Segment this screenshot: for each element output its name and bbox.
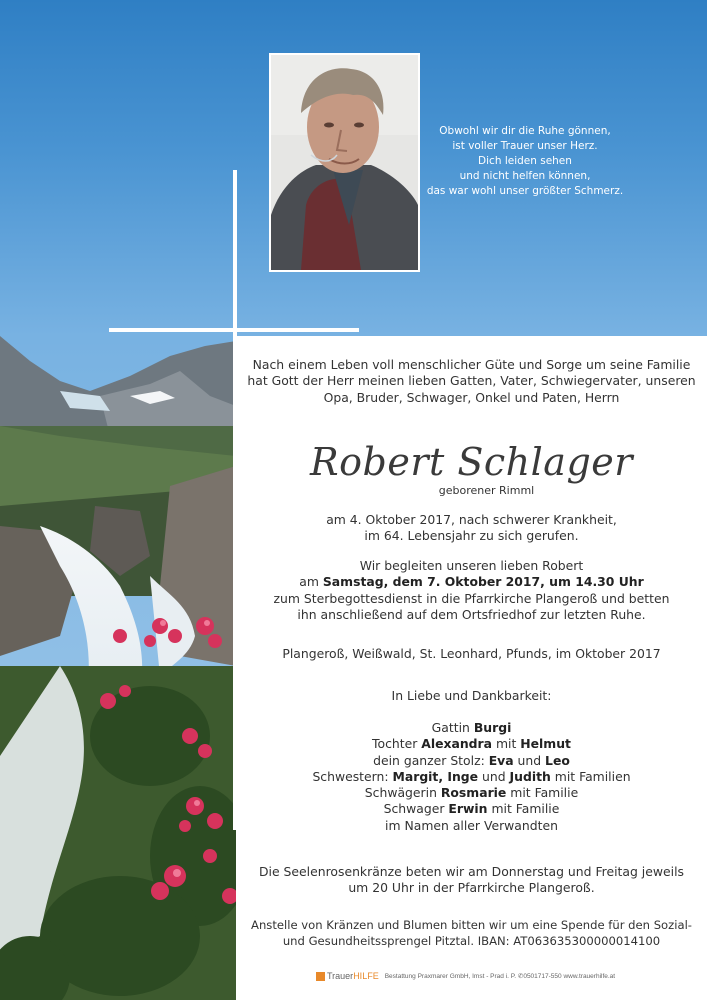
death-line: im 64. Lebensjahr zu sich gerufen. bbox=[364, 528, 579, 544]
funeral-date: Samstag, dem 7. Oktober 2017, um 14.30 Uhr bbox=[322, 574, 644, 590]
mourner-relation: Schwägerin bbox=[364, 785, 441, 801]
mourner-suffix: mit Familie bbox=[506, 785, 579, 801]
mourner-line bbox=[236, 801, 707, 817]
mourner-suffix: mit Familien bbox=[550, 768, 631, 784]
mourner-relation: Gattin bbox=[431, 720, 474, 735]
funeral-line: ihn anschließend auf dem Ortsfriedhof zur letzten Ruhe. bbox=[297, 606, 646, 622]
death-line: am 4. Oktober 2017, nach schwerer Krankheit, bbox=[326, 512, 617, 527]
mourner-name: Judith bbox=[509, 768, 551, 784]
mourner-name: Erwin bbox=[448, 801, 488, 817]
mourner-relation: dein ganzer Stolz: bbox=[373, 752, 489, 768]
mourner-name: Leo bbox=[545, 752, 570, 768]
mourner-name: Alexandra bbox=[421, 736, 493, 752]
rosary-line: Die Seelenrosenkränze beten wir am Donnerstag und Freitag jeweils bbox=[259, 864, 684, 879]
mourner-connector: mit bbox=[492, 736, 521, 752]
funeral-date-line bbox=[236, 574, 707, 590]
mourners-list bbox=[236, 720, 707, 834]
mourner-connector: und bbox=[513, 752, 546, 768]
portrait-photo bbox=[269, 53, 420, 272]
mourner-relation: Schwager bbox=[383, 801, 449, 817]
deceased-name: Robert Schlager bbox=[310, 440, 633, 484]
text-panel bbox=[236, 336, 707, 1000]
rosary-paragraph bbox=[236, 864, 707, 897]
mourner-line bbox=[236, 753, 707, 769]
intro-line: Opa, Bruder, Schwager, Onkel und Paten, Herrn bbox=[323, 389, 620, 405]
intro-paragraph bbox=[236, 357, 707, 406]
funeral-line: zum Sterbegottesdienst in die Pfarrkirche Plangeroß und betten bbox=[273, 590, 670, 606]
mourner-line bbox=[236, 720, 707, 736]
memorial-poem bbox=[420, 124, 630, 199]
undertaker-footer bbox=[316, 971, 707, 989]
trauerhilfe-logo-icon bbox=[316, 972, 325, 981]
mourner-suffix: mit Familie bbox=[487, 801, 560, 817]
place-date-line: Plangeroß, Weißwald, St. Leonhard, Pfunds, im Oktober 2017 bbox=[282, 646, 661, 661]
mourner-relation: Schwestern: bbox=[312, 768, 393, 784]
place-date bbox=[236, 646, 707, 662]
intro-line: hat Gott der Herr meinen lieben Gatten, Vater, Schwiegervater, unseren bbox=[247, 373, 696, 389]
mourner-line: im Namen aller Verwandten bbox=[385, 817, 558, 833]
poem-line: Dich leiden sehen bbox=[478, 155, 572, 167]
poem-line: das war wohl unser größter Schmerz. bbox=[426, 185, 624, 197]
mourners-heading bbox=[236, 688, 707, 704]
brand-name-part: HILFE bbox=[353, 971, 379, 981]
poem-line: und nicht helfen können, bbox=[459, 170, 591, 182]
donation-line: Anstelle von Kränzen und Blumen bitten wir um eine Spende für den Sozial- bbox=[251, 918, 692, 932]
mourner-name: Rosmarie bbox=[440, 785, 507, 801]
mourner-line bbox=[236, 736, 707, 752]
mourner-connector: und bbox=[478, 768, 510, 784]
poem-line: ist voller Trauer unser Herz. bbox=[452, 140, 598, 152]
mountain-stream-photo bbox=[0, 336, 236, 1000]
intro-line: Nach einem Leben voll menschlicher Güte und Sorge um seine Familie bbox=[252, 357, 691, 372]
funeral-date-prefix: am bbox=[299, 574, 323, 590]
cross-horizontal-bar bbox=[109, 328, 359, 332]
mourner-relation: Tochter bbox=[372, 736, 422, 752]
death-paragraph bbox=[236, 512, 707, 545]
deceased-name-block bbox=[236, 440, 707, 498]
mourner-name: Helmut bbox=[520, 736, 571, 752]
mourner-name: Margit, Inge bbox=[392, 768, 479, 784]
mourner-name: Eva bbox=[488, 752, 514, 768]
undertaker-info: Bestattung Praxmarer GmbH, Imst - Prad i. P. ✆0501717-550 www.trauerhilfe.at bbox=[384, 973, 616, 980]
funeral-paragraph bbox=[236, 558, 707, 623]
rosary-line: um 20 Uhr in der Pfarrkirche Plangeroß. bbox=[348, 880, 595, 896]
brand-name-part: Trauer bbox=[327, 971, 354, 981]
donation-paragraph bbox=[236, 917, 707, 950]
poem-line: Obwohl wir dir die Ruhe gönnen, bbox=[439, 125, 611, 137]
mourners-heading-line: In Liebe und Dankbarkeit: bbox=[391, 688, 552, 703]
funeral-line: Wir begleiten unseren lieben Robert bbox=[359, 558, 584, 573]
mourner-line bbox=[236, 769, 707, 785]
mourner-name: Burgi bbox=[473, 720, 512, 735]
mourner-line bbox=[236, 785, 707, 801]
birth-name: geborener Rimml bbox=[438, 484, 535, 497]
donation-line: und Gesundheitssprengel Pitztal. IBAN: AT063635300000014100 bbox=[282, 934, 661, 949]
